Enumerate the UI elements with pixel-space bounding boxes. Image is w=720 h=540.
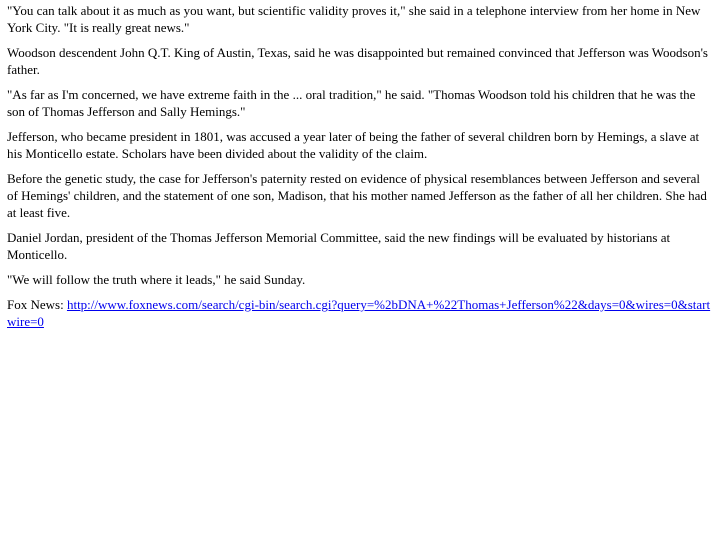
paragraph-oral-tradition: "As far as I'm concerned, we have extreme faith in the ... oral tradition," he said. "Thomas Woodson told his children that he was the son of Thomas Jefferson and Sally Hemings." <box>7 87 696 119</box>
paragraph-jordan-statement: Daniel Jordan, president of the Thomas Jefferson Memorial Committee, said the new findings will be evaluated by historians at Monticello. <box>7 230 671 262</box>
paragraph-follow-truth: "We will follow the truth where it leads," he said Sunday. <box>7 272 306 287</box>
paragraph-quote-validity: "You can talk about it as much as you want, but scientific validity proves it," she said in a telephone interview from her home in New York City. "It is really great news." <box>7 3 701 35</box>
paragraph-genetic-study: Before the genetic study, the case for Jefferson's paternity rested on evidence of physical resemblances between Jefferson and several of Hemings' children, and the statement of one son, Madison, that his mother named Jefferson as the father of all her children. She had at least five. <box>7 171 707 220</box>
paragraph-jefferson-accused: Jefferson, who became president in 1801, was accused a year later of being the father of several children born by Hemings, a slave at his Monticello estate. Scholars have been divided about the validity of the claim. <box>7 129 700 161</box>
source-line <box>7 296 712 330</box>
paragraph-king-statement: Woodson descendent John Q.T. King of Austin, Texas, said he was disappointed but remained convinced that Jefferson was Woodson's father. <box>7 45 708 77</box>
source-label: Fox News: <box>7 297 67 312</box>
source-link[interactable]: http://www.foxnews.com/search/cgi-bin/search.cgi?query=%2bDNA+%22Thomas+Jefferson%22&days=0&wires=0&startwire=0 <box>7 297 711 329</box>
